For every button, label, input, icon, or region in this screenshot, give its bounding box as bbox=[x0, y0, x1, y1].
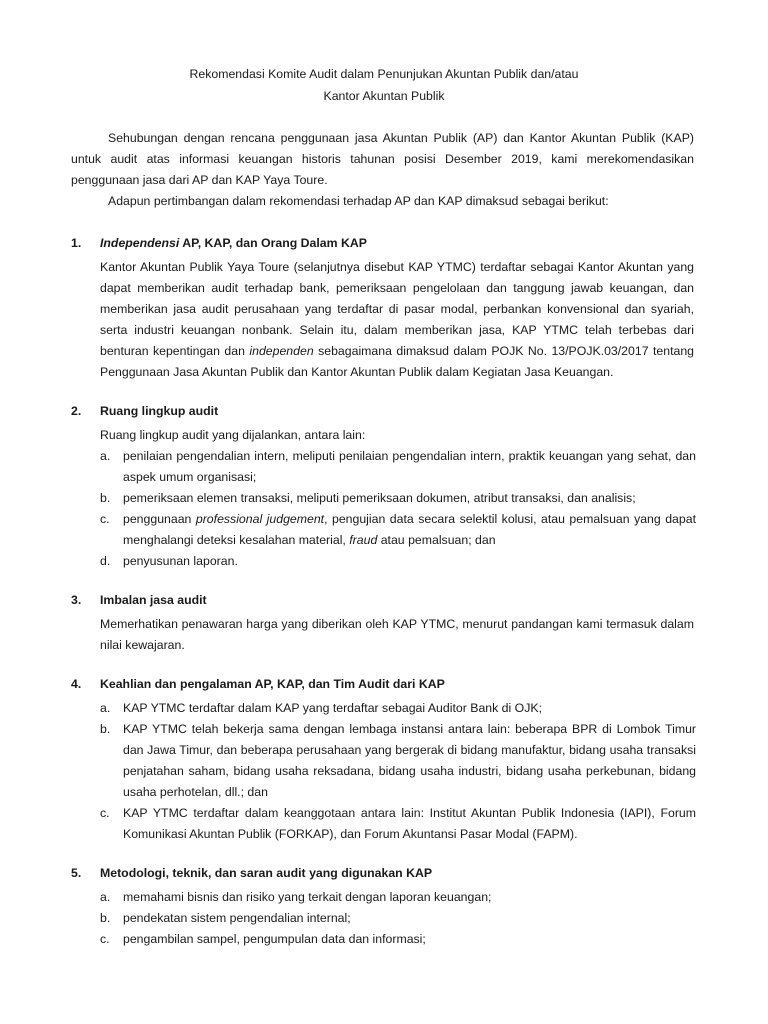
section-heading: Ruang lingkup audit bbox=[100, 404, 219, 418]
list-text-part: , pengujian data secara selektil kolusi, atau pemalsuan yang dapat menghalangi deteksi kesalahan material, bbox=[123, 512, 696, 547]
document-title-line1: Rekomendasi Komite Audit dalam Penunjukan Akuntan Publik dan/atau bbox=[189, 67, 579, 81]
list-text-italic: professional judgement bbox=[195, 512, 325, 526]
list-item bbox=[100, 698, 696, 719]
list-text: pemeriksaan elemen transaksi, meliputi pemeriksaan dokumen, atribut transaksi, dan analisis; bbox=[123, 491, 636, 505]
heading-italic: Independensi bbox=[100, 236, 180, 250]
methodology-list bbox=[100, 887, 696, 950]
list-text: penyusunan laporan. bbox=[123, 554, 238, 568]
section-number: 4. bbox=[71, 677, 82, 691]
list-item bbox=[100, 551, 696, 572]
body-text-end: sebagaimana dimaksud dalam POJK No. 13/POJK.03/2017 tentang Penggunaan Jasa Akuntan Publik dan Kantor Akuntan Publik dalam Kegiatan Jasa Keuangan. bbox=[100, 344, 695, 379]
list-marker: d. bbox=[100, 554, 111, 568]
list-item bbox=[100, 929, 696, 950]
list-marker: a. bbox=[100, 449, 111, 463]
list-text: memahami bisnis dan risiko yang terkait dengan laporan keuangan; bbox=[123, 890, 492, 904]
list-text: KAP YTMC terdaftar dalam keanggotaan antara lain: Institut Akuntan Publik Indonesia (IAPI), Forum Komunikasi Akuntan Publik (FORKAP), dan Forum Akuntansi Pasar Modal (FAPM). bbox=[123, 806, 696, 841]
list-item bbox=[100, 887, 696, 908]
list-item bbox=[100, 719, 696, 803]
section-heading: Keahlian dan pengalaman AP, KAP, dan Tim Audit dari KAP bbox=[100, 677, 445, 691]
list-marker: a. bbox=[100, 701, 111, 715]
list-marker: c. bbox=[100, 512, 110, 526]
list-marker: b. bbox=[100, 911, 111, 925]
scope-list bbox=[100, 446, 696, 572]
section-heading: Metodologi, teknik, dan saran audit yang digunakan KAP bbox=[100, 866, 433, 880]
list-text: KAP YTMC terdaftar dalam KAP yang terdaftar sebagai Auditor Bank di OJK; bbox=[123, 701, 543, 715]
list-text-italic: fraud bbox=[349, 533, 378, 547]
body-italic: independen bbox=[249, 344, 314, 358]
list-marker: b. bbox=[100, 491, 111, 505]
section-number: 3. bbox=[71, 593, 82, 607]
list-text: pendekatan sistem pengendalian internal; bbox=[123, 911, 351, 925]
document-title-line2: Kantor Akuntan Publik bbox=[323, 89, 445, 103]
list-marker: c. bbox=[100, 932, 110, 946]
list-text-part: atau pemalsuan; dan bbox=[377, 533, 496, 547]
section-number: 5. bbox=[71, 866, 82, 880]
section-heading bbox=[100, 236, 367, 250]
list-text: KAP YTMC telah bekerja sama dengan lembaga instansi antara lain: beberapa BPR di Lombok Timur dan Jawa Timur, dan beberapa perusahaan yang bergerak di bidang manufaktur, bidang usaha transaksi penjatahan saham, bidang usaha reksadana, bidang usaha industri, bidang usaha perkebunan, bidang usaha perhotelan, dll.; dan bbox=[123, 722, 696, 799]
list-marker: b. bbox=[100, 722, 111, 736]
heading-text: AP, KAP, dan Orang Dalam KAP bbox=[179, 236, 367, 250]
intro-paragraph-2: Adapun pertimbangan dalam rekomendasi terhadap AP dan KAP dimaksud sebagai berikut: bbox=[108, 194, 609, 208]
experience-list bbox=[100, 698, 696, 845]
list-text: penilaian pengendalian intern, meliputi penilaian pengendalian intern, praktik keuangan yang sehat, dan aspek umum organisasi; bbox=[123, 449, 696, 484]
section-number: 1. bbox=[71, 236, 82, 250]
intro-paragraph-1: Sehubungan dengan rencana penggunaan jasa Akuntan Publik (AP) dan Kantor Akuntan Publik (KAP) untuk audit atas informasi keuangan historis tahunan posisi Desember 2019, kami merekomendasikan penggunaan jasa dari AP dan KAP Yaya Toure. bbox=[71, 131, 694, 187]
list-item bbox=[100, 509, 696, 551]
section-intro: Ruang lingkup audit yang dijalankan, antara lain: bbox=[100, 428, 366, 442]
list-item bbox=[100, 488, 696, 509]
section-body bbox=[100, 257, 694, 383]
list-marker: a. bbox=[100, 890, 111, 904]
list-text-part: penggunaan bbox=[123, 512, 196, 526]
section-number: 2. bbox=[71, 404, 82, 418]
section-body: Memerhatikan penawaran harga yang diberikan oleh KAP YTMC, menurut pandangan kami termasuk dalam nilai kewajaran. bbox=[100, 617, 694, 652]
list-item bbox=[100, 803, 696, 845]
body-text: Kantor Akuntan Publik Yaya Toure (selanjutnya disebut KAP YTMC) terdaftar sebagai Kantor Akuntan yang dapat memberikan audit terhadap bank, pemeriksaan pengelolaan dan tanggung jawab keuangan, dan memberikan jasa audit perusahaan yang terdaftar di pasar modal, perbankan konvensional dan syariah, serta industri keuangan nonbank. Selain itu, dalam memberikan jasa, KAP YTMC telah terbebas dari benturan kepentingan dan bbox=[100, 260, 694, 358]
list-marker: c. bbox=[100, 806, 110, 820]
list-text bbox=[123, 509, 696, 551]
list-item bbox=[100, 908, 696, 929]
list-text: pengambilan sampel, pengumpulan data dan informasi; bbox=[123, 932, 426, 946]
list-item bbox=[100, 446, 696, 488]
section-heading: Imbalan jasa audit bbox=[100, 593, 207, 607]
